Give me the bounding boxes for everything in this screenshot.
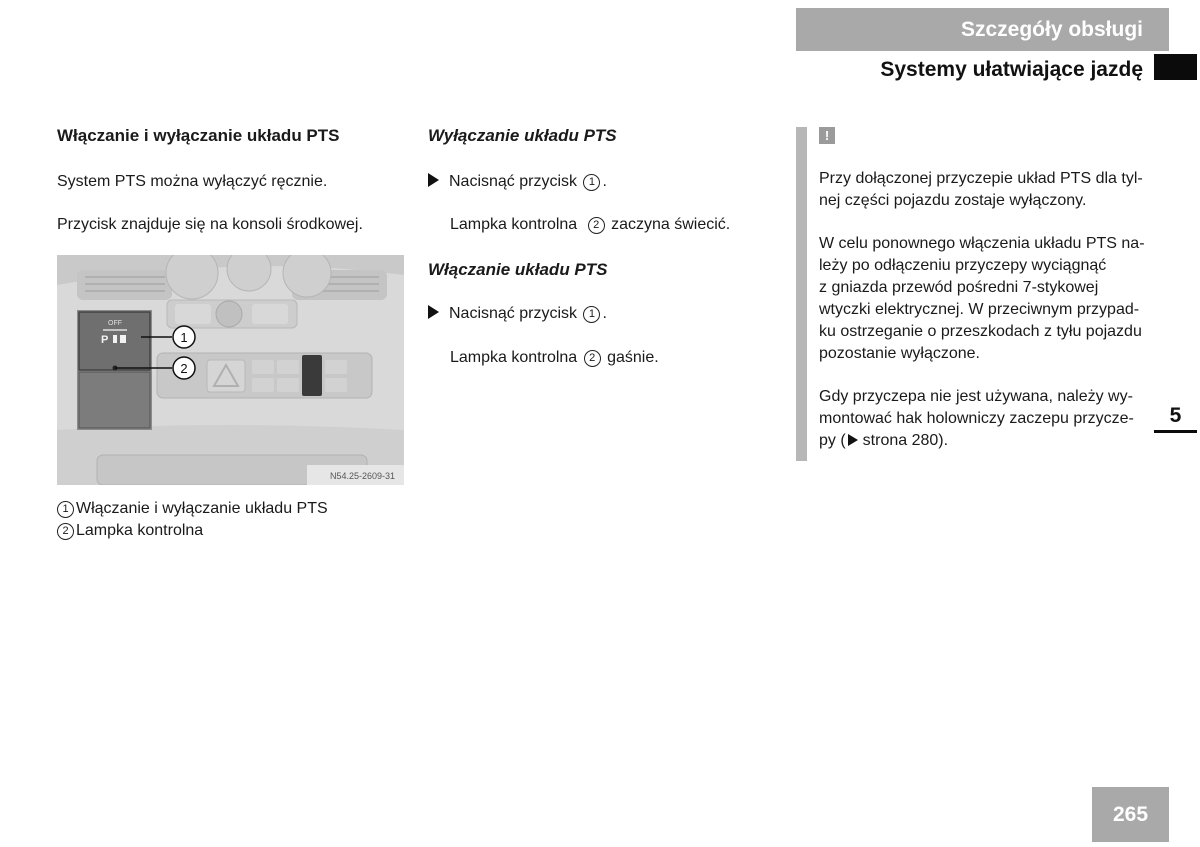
step-arrow-icon — [428, 173, 439, 187]
on-step-number: 1 — [583, 306, 600, 323]
note-reference-prefix: py ( — [819, 432, 846, 449]
col2-on-step — [428, 303, 607, 325]
note-line: wtyczki elektrycznej. W przeciwnym przypad- — [819, 301, 1140, 318]
note-bar — [796, 127, 807, 461]
figure-code: N54.25-2609-31 — [329, 471, 395, 481]
section-title-bar — [796, 8, 1169, 51]
note-paragraph-2 — [819, 233, 1147, 365]
note-line: pozostanie wyłączone. — [819, 345, 980, 362]
caption-1-number: 1 — [57, 501, 74, 518]
col2-off-heading: Wyłączanie układu PTS — [428, 126, 617, 145]
caption-2-text: Lampka kontrolna — [76, 522, 204, 539]
col1-heading: Włączanie i wyłączanie układu PTS — [57, 126, 340, 145]
section-title: Szczegóły obsługi — [960, 17, 1143, 41]
col1-paragraph-1: System PTS można wyłączyć ręcznie. — [57, 173, 328, 190]
console-illustration — [57, 255, 404, 485]
caption-2 — [57, 520, 203, 542]
note-paragraph-1 — [819, 168, 1147, 212]
off-result-post: zaczyna świecić. — [611, 216, 731, 233]
note-line: z gniazda przewód pośredni 7-stykowej — [819, 279, 1099, 296]
on-step-text: Nacisnąć przycisk — [449, 305, 578, 322]
caption-2-number: 2 — [57, 523, 74, 540]
switch-p-label: P — [101, 334, 109, 346]
note-line: Przy dołączonej przyczepie układ PTS dla tyl- — [819, 170, 1143, 187]
callout-2: 2 — [180, 361, 188, 376]
note-line — [819, 430, 1147, 452]
col2-on-heading: Włączanie układu PTS — [428, 260, 608, 279]
callout-1: 1 — [180, 330, 188, 345]
on-step-period: . — [602, 305, 607, 322]
col2-off-step — [428, 171, 607, 193]
note-line: leży po odłączeniu przyczepy wyciągnąć — [819, 257, 1107, 274]
page-subtitle: Systemy ułatwiające jazdę — [880, 58, 1143, 81]
page-reference-icon — [848, 434, 858, 446]
off-step-text: Nacisnąć przycisk — [449, 173, 578, 190]
note-reference-text[interactable]: strona 280). — [862, 432, 949, 449]
off-result-number: 2 — [588, 217, 605, 234]
step-arrow-icon — [428, 305, 439, 319]
note-line: ku ostrzeganie o przeszkodach z tyłu pojazdu — [819, 323, 1142, 340]
off-step-period: . — [602, 173, 607, 190]
on-result-post: gaśnie. — [607, 349, 659, 366]
subtitle-marker — [1154, 54, 1197, 80]
note-line: W celu ponownego włączenia układu PTS na- — [819, 235, 1145, 252]
on-result-text: Lampka kontrolna — [450, 349, 578, 366]
note-line: nej części pojazdu zostaje wyłączony. — [819, 192, 1087, 209]
col2-on-result — [450, 347, 659, 369]
note-line: montować hak holowniczy zaczepu przycze- — [819, 410, 1134, 427]
caption-1-text: Włączanie i wyłączanie układu PTS — [76, 500, 328, 517]
col2-off-result — [450, 214, 730, 236]
switch-off-label: OFF — [108, 320, 122, 327]
chapter-tab[interactable]: 5 — [1154, 401, 1197, 433]
off-result-text: Lampka kontrolna — [450, 216, 578, 233]
caption-1 — [57, 498, 328, 520]
note-paragraph-3 — [819, 386, 1147, 452]
note-line: Gdy przyczepa nie jest używana, należy wy- — [819, 388, 1133, 405]
page-number: 265 — [1092, 787, 1169, 842]
off-step-number: 1 — [583, 174, 600, 191]
warning-icon: ! — [819, 127, 835, 144]
on-result-number: 2 — [584, 350, 601, 367]
col1-paragraph-2: Przycisk znajduje się na konsoli środkowej. — [57, 216, 363, 233]
console-photo — [57, 255, 404, 485]
